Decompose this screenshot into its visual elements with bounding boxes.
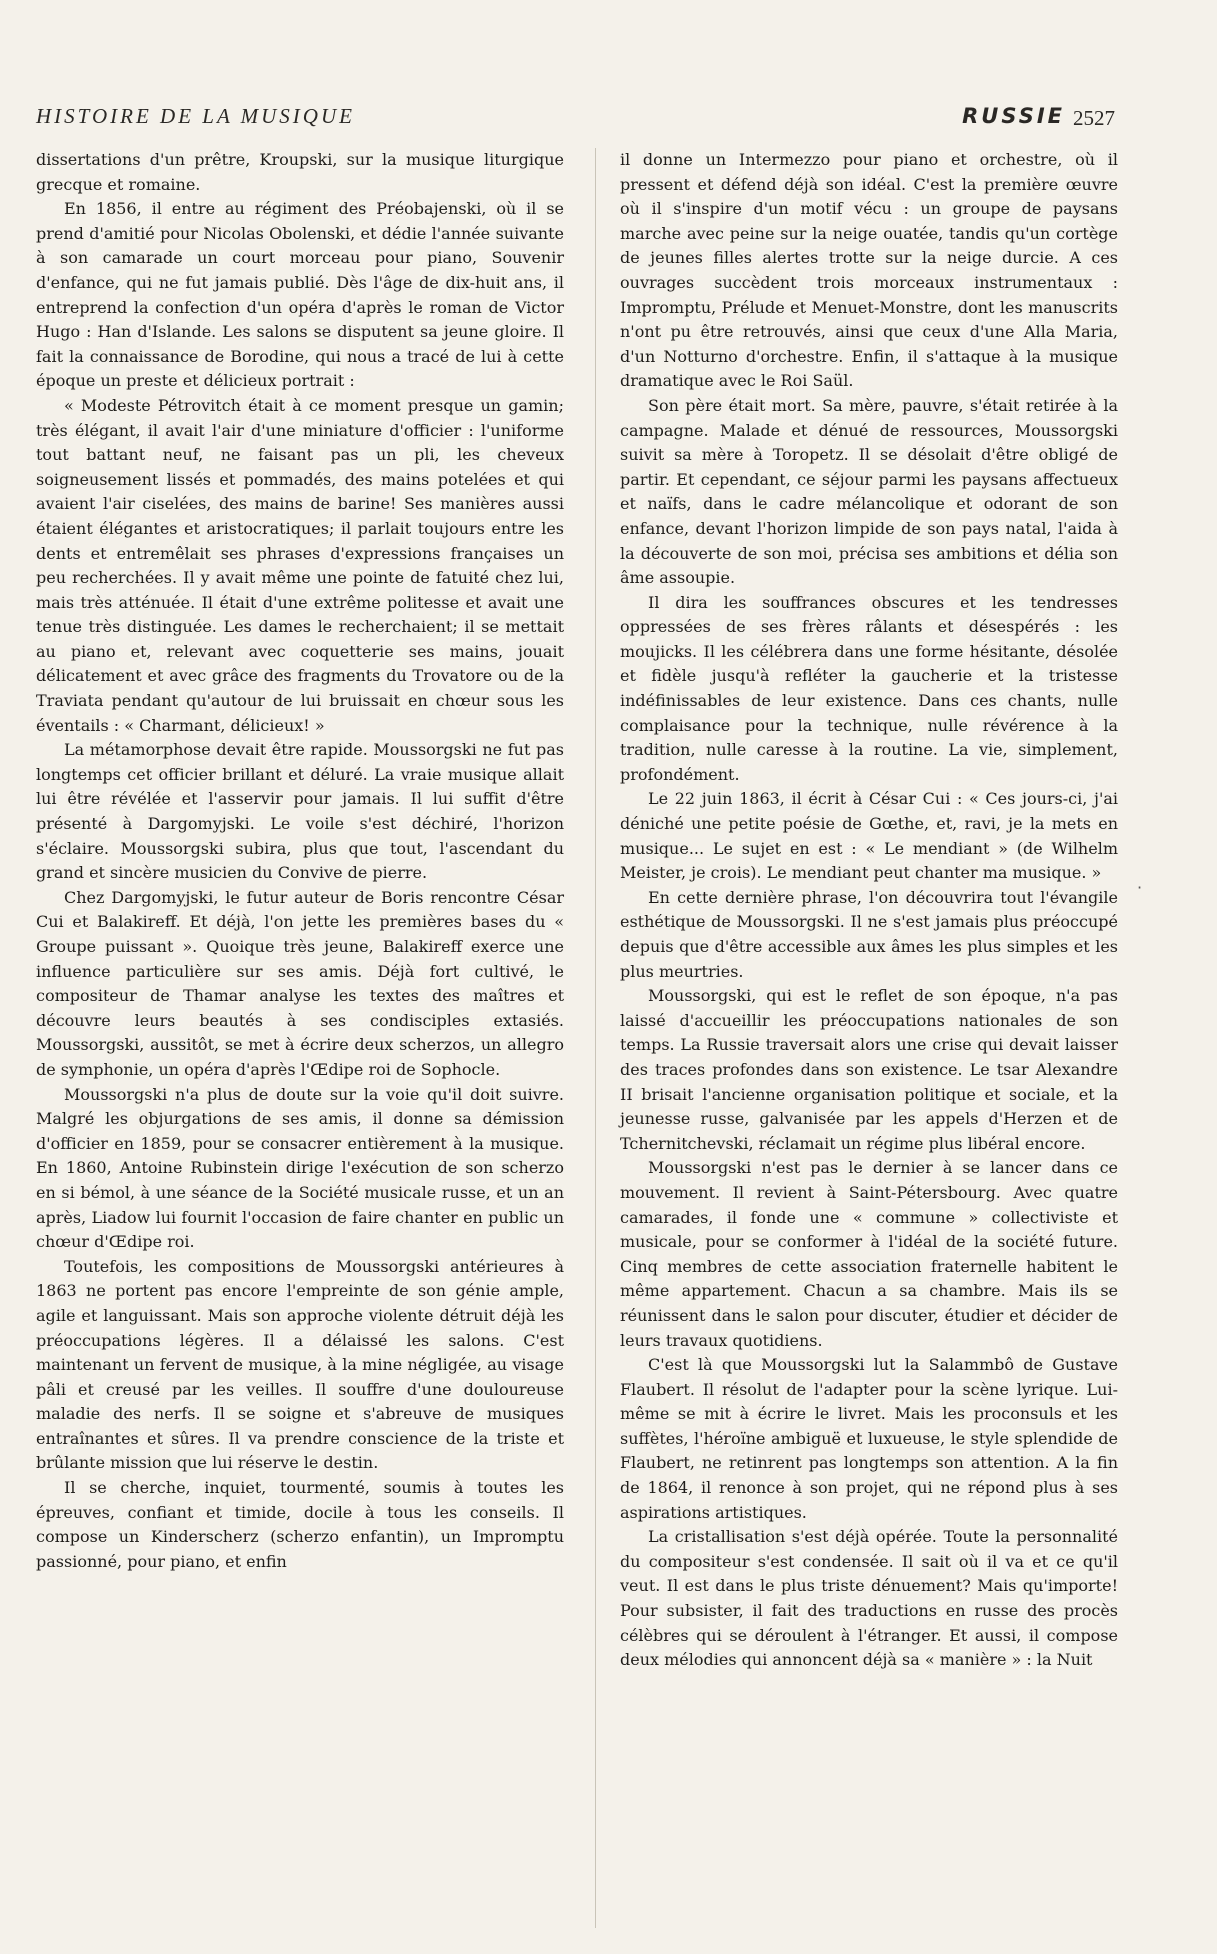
right-column — [620, 148, 1118, 1673]
paragraph: C'est là que Moussorgski lut la Salammbô de Gustave Flaubert. Il résolut de l'adapter pour la scène lyrique. Lui-même se mit à écrire le livret. Mais les proconsuls et les suffètes, l'héroïne ambiguë et luxueuse, le style splendide de Flaubert, ne retinrent pas longtemps son attention. A la fin de 1864, il renonce à son projet, qui ne répond plus à ses aspirations artistiques. — [620, 1355, 1118, 1522]
running-title-right: RUSSIE — [962, 104, 1065, 128]
paragraph: Son père était mort. Sa mère, pauvre, s'était retirée à la campagne. Malade et dénué de ressources, Moussorgski suivit sa mère à Toropetz. Il se désolait d'être obligé de partir. Et cependant, ce séjour parmi les paysans affectueux et naïfs, dans le cadre mélancolique et odorant de son enfance, devant l'horizon limpide de son pays natal, l'aida à la découverte de son moi, précisa ses ambitions et délia son âme assoupie. — [620, 395, 1118, 588]
paragraph: Le 22 juin 1863, il écrit à César Cui : « Ces jours-ci, j'ai déniché une petite poésie de Gœthe, et, ravi, je la mets en musique... Le sujet en est : « Le mendiant » (de Wilhelm Meister, je crois). Le mendiant peut chanter ma musique. » — [620, 789, 1118, 883]
paragraph: Il se cherche, inquiet, tourmenté, soumis à toutes les épreuves, confiant et timide, docile à tous les conseils. Il compose un Kinderscherz (scherzo enfantin), un Impromptu passionné, pour piano, et enfin — [36, 1478, 564, 1571]
paragraph: Chez Dargomyjski, le futur auteur de Boris rencontre César Cui et Balakireff. Et déjà, l'on jette les premières bases du « Groupe puissant ». Quoique très jeune, Balakireff exerce une influence particulière sur ses amis. Déjà fort cultivé, le compositeur de Thamar analyse les textes des maîtres et découvre leurs beautés à ses condisciples extasiés. Moussorgski, aussitôt, se met à écrire deux scherzos, un allegro de symphonie, un opéra d'après l'Œdipe roi de Sophocle. — [36, 887, 564, 1079]
column-divider — [595, 148, 596, 1928]
paragraph: dissertations d'un prêtre, Kroupski, sur la musique liturgique grecque et romaine. — [36, 150, 564, 194]
paragraph: il donne un Intermezzo pour piano et orchestre, où il pressent et défend déjà son idéal. C'est la première œuvre où il s'inspire d'un motif vécu : un groupe de paysans marche avec peine sur la neige ouatée, tandis qu'un cortège de jeunes filles alertes trotte sur la neige durcie. A ces ouvrages succèdent trois morceaux instrumentaux : Impromptu, Prélude et Menuet-Monstre, dont les manuscrits n'ont pu être retrouvés, ainsi que ceux d'une Alla Maria, d'un Notturno d'orchestre. Enfin, il s'attaque à la musique dramatique avec le Roi Saül. — [620, 150, 1118, 391]
paragraph: La cristallisation s'est déjà opérée. Toute la personnalité du compositeur s'est condensée. Il sait où il va et ce qu'il veut. Il est dans le plus triste dénuement? Mais qu'importe! Pour subsister, il fait des traductions en russe des procès célèbres qui se déroulent à l'étranger. Et aussi, il compose deux mélodies qui annoncent déjà sa « manière » : la Nuit — [620, 1527, 1118, 1670]
running-header — [36, 104, 1115, 134]
paragraph: En 1856, il entre au régiment des Préobajenski, où il se prend d'amitié pour Nicolas Obolenski, et dédie l'année suivante à son camarade un court morceau pour piano, Souvenir d'enfance, qui ne fut jamais publié. Dès l'âge de dix-huit ans, il entreprend la confection d'un opéra d'après le roman de Victor Hugo : Han d'Islande. Les salons se disputent sa jeune gloire. Il fait la connaissance de Borodine, qui nous a tracé de lui à cette époque un preste et délicieux portrait : — [36, 199, 564, 391]
paragraph: Moussorgski, qui est le reflet de son époque, n'a pas laissé d'accueillir les préoccupations nationales de son temps. La Russie traversait alors une crise qui devait laisser des traces profondes dans son existence. Le tsar Alexandre II brisait l'ancienne organisation politique et sociale, et la jeunesse russe, galvanisée par les appels d'Herzen et de Tchernitchevski, réclamait un régime plus libéral encore. — [620, 986, 1118, 1153]
paragraph: Moussorgski n'a plus de doute sur la voie qu'il doit suivre. Malgré les objurgations de ses amis, il donne sa démission d'officier en 1859, pour se consacrer entièrement à la musique. En 1860, Antoine Rubinstein dirige l'exécution de son scherzo en si bémol, à une séance de la Société musicale russe, et un an après, Liadow lui fournit l'occasion de faire chanter en public un chœur d'Œdipe roi. — [36, 1084, 564, 1252]
paragraph: « Modeste Pétrovitch était à ce moment presque un gamin; très élégant, il avait l'air d'une miniature d'officier : l'uniforme tout battant neuf, ne faisant pas un pli, les cheveux soigneusement lissés et pommadés, des mains potelées et qui avaient l'air ciselées, des mains de barine! Ses manières aussi étaient élégantes et aristocratiques; il parlait toujours entre les dents et entremêlait ses phrases d'expressions françaises un peu recherchées. Il y avait même une pointe de fatuité chez lui, mais très atténuée. Il était d'une extrême politesse et avait une tenue très distinguée. Les dames le recherchaient; il se mettait au piano et, relevant avec coquetterie ses mains, jouait délicatement et avec grâce des fragments du Trovatore ou de la Traviata pendant qu'autour de lui bruissait en chœur sous les éventails : « Charmant, délicieux! » — [36, 395, 564, 735]
paragraph: En cette dernière phrase, l'on découvrira tout l'évangile esthétique de Moussorgski. Il ne s'est jamais plus préoccupé depuis que d'être accessible aux âmes les plus simples et les plus meurtries. — [620, 887, 1118, 981]
paragraph: Moussorgski n'est pas le dernier à se lancer dans ce mouvement. Il revient à Saint-Pétersbourg. Avec quatre camarades, il fonde une « commune » collectiviste et musicale, pour se conformer à l'idéal de la société future. Cinq membres de cette association fraternelle habitent le même appartement. Chacun a sa chambre. Mais ils se réunissent dans le salon pour discuter, étudier et décider de leurs travaux quotidiens. — [620, 1158, 1118, 1350]
running-title-left: HISTOIRE DE LA MUSIQUE — [36, 104, 355, 128]
paragraph: Toutefois, les compositions de Moussorgski antérieures à 1863 ne portent pas encore l'empreinte de son génie ample, agile et languissant. Mais son approche violente détruit déjà les préoccupations légères. Il a délaissé les salons. C'est maintenant un fervent de musique, à la mine négligée, au visage pâli et creusé par les veilles. Il souffre d'une douloureuse maladie des nerfs. Il se soigne et s'abreuve de musiques entraînantes et sûres. Il va prendre conscience de la triste et brûlante mission que lui réserve le destin. — [36, 1256, 564, 1473]
margin-mark: · — [1137, 878, 1143, 897]
paragraph: Il dira les souffrances obscures et les tendresses oppressées de ses frères râlants et désespérés : les moujicks. Il les célébrera dans une forme hésitante, désolée et fidèle jusqu'à refléter la gaucherie et la tristesse indéfinissables de leur existence. Dans ces chants, nulle complaisance pour la technique, nulle révérence à la tradition, nulle caresse à la routine. La vie, simplement, profondément. — [620, 592, 1118, 784]
paragraph: La métamorphose devait être rapide. Moussorgski ne fut pas longtemps cet officier brillant et déluré. La vraie musique allait lui être révélée et l'asservir pour jamais. Il lui suffit d'être présenté à Dargomyjski. Le voile s'est déchiré, l'horizon s'éclaire. Moussorgski subira, plus que tout, l'ascendant du grand et sincère musicien du Convive de pierre. — [36, 740, 564, 883]
left-column — [36, 148, 564, 1574]
page-number: 2527 — [1073, 106, 1115, 130]
